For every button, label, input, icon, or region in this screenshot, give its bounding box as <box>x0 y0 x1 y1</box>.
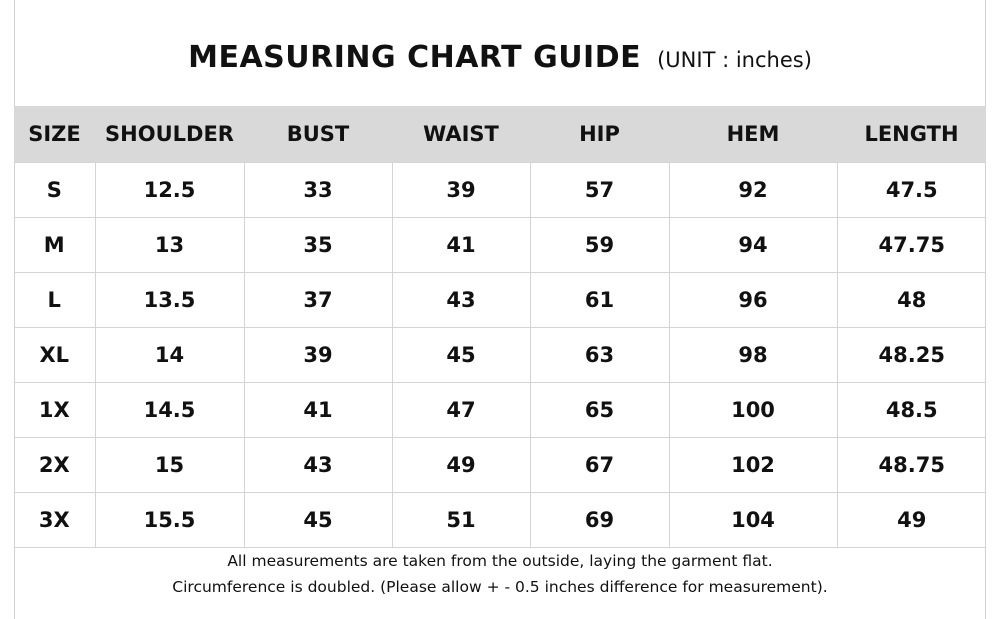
cell-hip: 69 <box>530 493 669 548</box>
cell-shoulder: 13.5 <box>95 273 244 328</box>
unit-label: (UNIT : inches) <box>657 48 812 72</box>
cell-hem: 102 <box>669 438 837 493</box>
cell-size: 3X <box>14 493 95 548</box>
table-row <box>14 163 986 218</box>
cell-length: 48.5 <box>837 383 986 438</box>
table-row <box>14 438 986 493</box>
footer-note-circumference: Circumference is doubled. (Please allow + - 0.5 inches difference for measurement). <box>172 578 828 596</box>
cell-hip: 65 <box>530 383 669 438</box>
cell-bust: 43 <box>244 438 392 493</box>
table-body <box>14 163 986 548</box>
cell-shoulder: 14.5 <box>95 383 244 438</box>
cell-hem: 92 <box>669 163 837 218</box>
cell-size: M <box>14 218 95 273</box>
cell-length: 48.75 <box>837 438 986 493</box>
footer-notes <box>14 548 986 600</box>
header-row <box>14 106 986 163</box>
cell-hip: 57 <box>530 163 669 218</box>
table-row <box>14 218 986 273</box>
cell-hip: 63 <box>530 328 669 383</box>
size-table <box>14 106 986 548</box>
column-header-hem: HEM <box>669 106 837 163</box>
cell-size: 1X <box>14 383 95 438</box>
column-header-length: LENGTH <box>837 106 986 163</box>
column-header-bust: BUST <box>244 106 392 163</box>
cell-hem: 98 <box>669 328 837 383</box>
cell-waist: 43 <box>392 273 530 328</box>
cell-length: 47.5 <box>837 163 986 218</box>
title-bar <box>14 0 986 106</box>
cell-length: 49 <box>837 493 986 548</box>
footer-note-measurement: All measurements are taken from the outside, laying the garment flat. <box>227 552 773 570</box>
table-row <box>14 328 986 383</box>
cell-shoulder: 12.5 <box>95 163 244 218</box>
table-row <box>14 273 986 328</box>
table-row <box>14 493 986 548</box>
cell-length: 48 <box>837 273 986 328</box>
cell-bust: 39 <box>244 328 392 383</box>
table-header <box>14 106 986 163</box>
cell-bust: 33 <box>244 163 392 218</box>
table-row <box>14 383 986 438</box>
cell-length: 47.75 <box>837 218 986 273</box>
cell-hip: 67 <box>530 438 669 493</box>
cell-waist: 47 <box>392 383 530 438</box>
cell-waist: 39 <box>392 163 530 218</box>
cell-length: 48.25 <box>837 328 986 383</box>
cell-bust: 45 <box>244 493 392 548</box>
cell-hem: 100 <box>669 383 837 438</box>
cell-shoulder: 15 <box>95 438 244 493</box>
cell-waist: 45 <box>392 328 530 383</box>
cell-size: 2X <box>14 438 95 493</box>
cell-size: L <box>14 273 95 328</box>
cell-hem: 94 <box>669 218 837 273</box>
column-header-shoulder: SHOULDER <box>95 106 244 163</box>
cell-hem: 96 <box>669 273 837 328</box>
cell-size: S <box>14 163 95 218</box>
cell-shoulder: 15.5 <box>95 493 244 548</box>
cell-hip: 59 <box>530 218 669 273</box>
cell-size: XL <box>14 328 95 383</box>
cell-waist: 41 <box>392 218 530 273</box>
cell-bust: 37 <box>244 273 392 328</box>
column-header-hip: HIP <box>530 106 669 163</box>
cell-bust: 41 <box>244 383 392 438</box>
cell-hip: 61 <box>530 273 669 328</box>
page-title: MEASURING CHART GUIDE <box>188 39 642 75</box>
cell-shoulder: 13 <box>95 218 244 273</box>
column-header-size: SIZE <box>14 106 95 163</box>
cell-waist: 51 <box>392 493 530 548</box>
column-header-waist: WAIST <box>392 106 530 163</box>
cell-shoulder: 14 <box>95 328 244 383</box>
cell-waist: 49 <box>392 438 530 493</box>
cell-hem: 104 <box>669 493 837 548</box>
cell-bust: 35 <box>244 218 392 273</box>
